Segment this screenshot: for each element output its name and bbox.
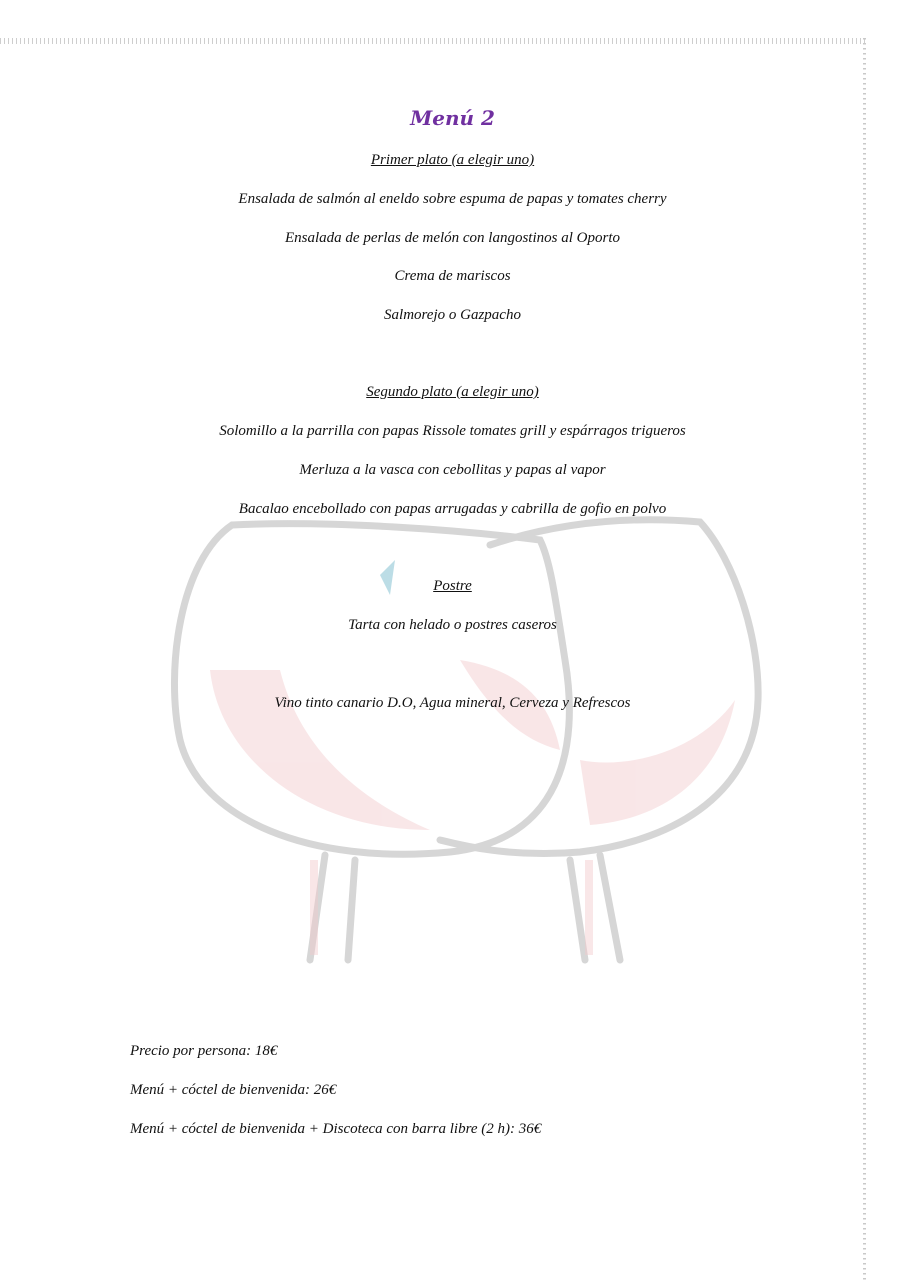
first-course-item: Ensalada de salmón al eneldo sobre espuma de papas y tomates cherry [238,191,667,207]
second-course-item: Solomillo a la parrilla con papas Rissole tomates grill y espárragos trigueros [219,423,686,439]
dessert-item: Tarta con helado o postres caseros [348,617,557,633]
drinks-line: Vino tinto canario D.O, Agua mineral, Cerveza y Refrescos [274,695,631,711]
price-line: Precio por persona: 18€ [130,1043,278,1059]
price-line: Menú + cóctel de bienvenida: 26€ [130,1082,337,1098]
second-course-item: Merluza a la vasca con cebollitas y papas al vapor [299,462,606,478]
page-border-top [0,38,866,44]
first-course-item: Ensalada de perlas de melón con langostinos al Oporto [285,230,620,246]
dessert-heading: Postre [433,578,472,594]
first-course-item: Crema de mariscos [394,268,511,284]
first-course-item: Salmorejo o Gazpacho [384,307,521,323]
price-line: Menú + cóctel de bienvenida + Discoteca con barra libre (2 h): 36€ [130,1121,542,1137]
wine-glasses-watermark [160,500,780,965]
second-course-heading: Segundo plato (a elegir uno) [366,384,539,400]
second-course-item: Bacalao encebollado con papas arrugadas y cabrilla de gofio en polvo [238,501,667,517]
page-border-right [863,38,866,1280]
first-course-heading: Primer plato (a elegir uno) [370,152,535,168]
menu-title: Menú 2 [410,106,495,130]
